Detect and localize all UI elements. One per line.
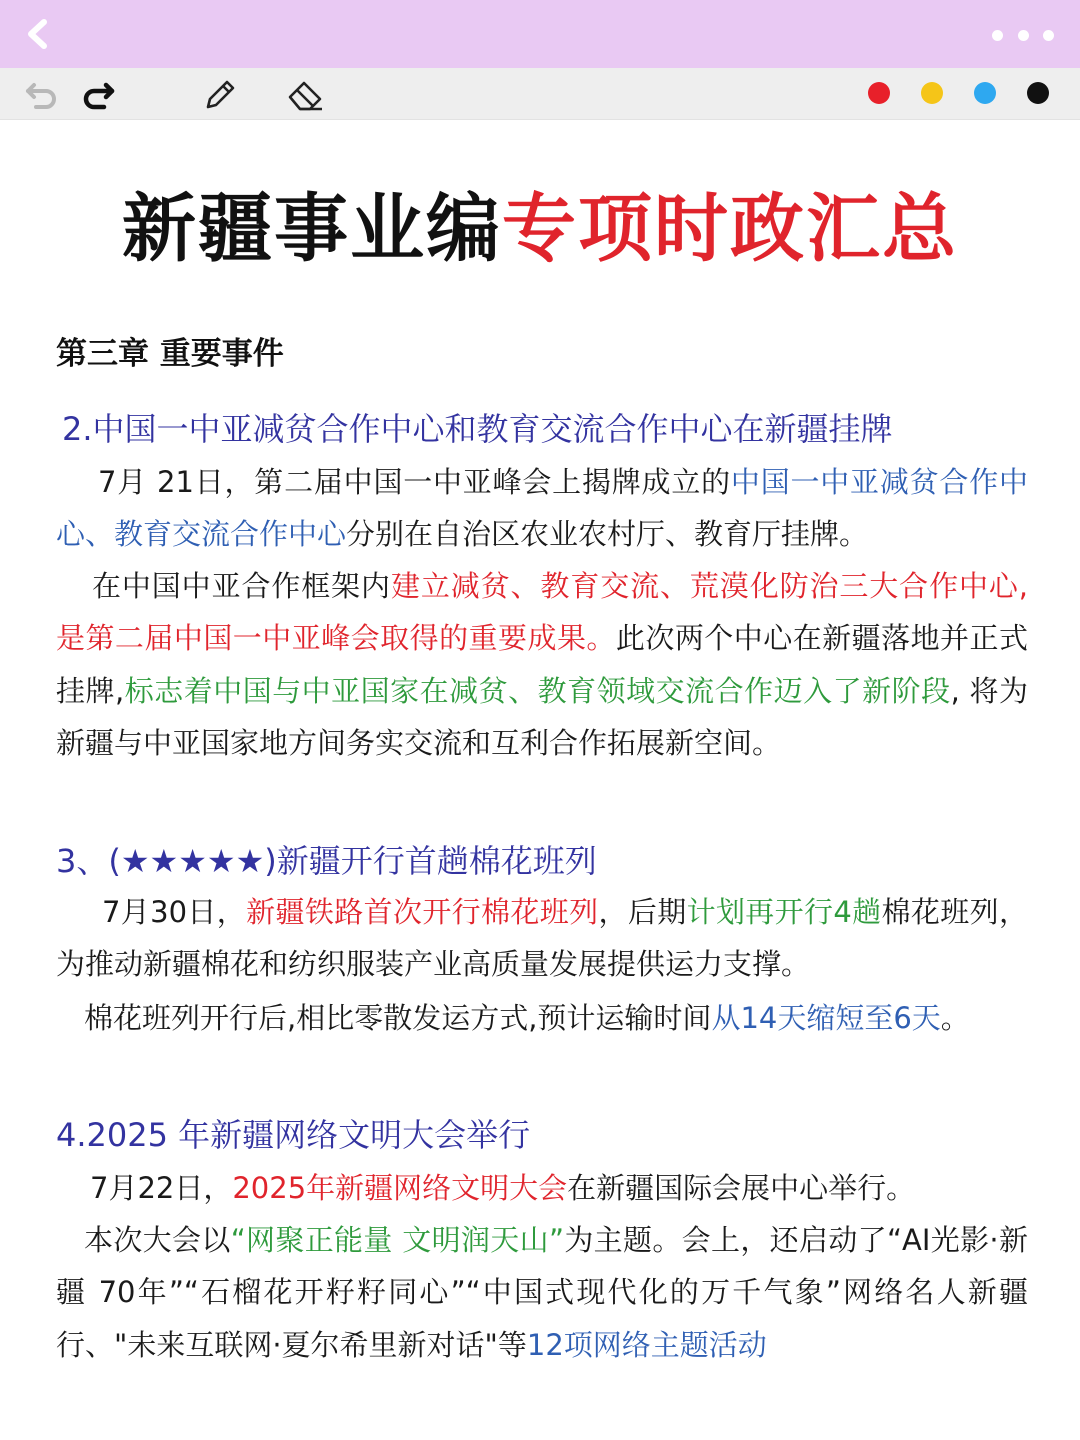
highlight-span: 12项网络主题活动 bbox=[526, 1327, 767, 1362]
back-icon[interactable] bbox=[18, 14, 58, 54]
redo-icon[interactable] bbox=[80, 75, 118, 113]
text-span: 本次大会以 bbox=[84, 1223, 231, 1257]
text-span: 分别在自治区农业农村厅、教育厅挂牌。 bbox=[346, 517, 869, 552]
highlight-span: 标志着中国与中亚国家在减贫、教育领域交流合作迈入了新阶段 bbox=[124, 673, 951, 708]
color-swatch-black[interactable] bbox=[1027, 82, 1049, 104]
text-span: 7月22日， bbox=[90, 1171, 233, 1205]
section-heading: 2.中国一中亚减贫合作中心和教育交流合作中心在新疆挂牌 bbox=[62, 410, 893, 448]
drawing-toolbar bbox=[0, 68, 1080, 120]
highlight-span: 新疆铁路首次开行棉花班列 bbox=[246, 895, 599, 929]
highlight-span: 2025年新疆网络文明大会 bbox=[232, 1171, 568, 1205]
highlight-span: “网聚正能量 文明润天山” bbox=[230, 1223, 564, 1257]
highlight-span: 从14天缩短至6天 bbox=[711, 1001, 941, 1035]
highlight-span: 建立减贫、教育交流、荒漠化防治三大合作中心,是第二届中国一中亚峰会取得的重要成果。 bbox=[56, 569, 1028, 656]
undo-icon[interactable] bbox=[22, 75, 60, 113]
color-swatch-blue[interactable] bbox=[974, 82, 996, 104]
text-span: 在中国中亚合作框架内 bbox=[92, 569, 391, 603]
top-bar bbox=[0, 0, 1080, 68]
highlight-span: 计划再开行4趟 bbox=[686, 895, 882, 929]
text-span: 此次两个中心在新疆落地并正式挂牌, bbox=[56, 621, 1028, 708]
text-span: 为主题。会上，还启动了“AI光影·新疆 70年”“石榴花开籽籽同心”“中国式现代化的万千气象”网络名人新疆行、"未来互联网·夏尔希里新对话"等 bbox=[56, 1223, 1028, 1362]
text-span: 7月30日， bbox=[102, 895, 247, 929]
eraser-icon[interactable] bbox=[286, 75, 324, 113]
color-swatch-red[interactable] bbox=[868, 82, 890, 104]
text-span: ，后期 bbox=[598, 895, 687, 929]
section-heading: 3、(★★★★★)新疆开行首趟棉花班列 bbox=[56, 842, 597, 880]
title-black-part: 新疆事业编 bbox=[122, 186, 502, 272]
color-swatch-yellow[interactable] bbox=[921, 82, 943, 104]
section-paragraph bbox=[56, 1214, 1028, 1371]
pencil-icon[interactable] bbox=[200, 75, 238, 113]
text-span: 7月 21日，第二届中国一中亚峰会上揭牌成立的 bbox=[98, 465, 731, 499]
highlight-span: 中国一中亚减贫合作中心、教育交流合作中心 bbox=[56, 465, 1028, 552]
page-title bbox=[0, 170, 1080, 276]
section-paragraph bbox=[56, 886, 1028, 991]
title-red-part: 专项时政汇总 bbox=[502, 186, 958, 272]
text-span: 。 bbox=[940, 1001, 970, 1035]
text-span: 棉花班列，为推动新疆棉花和纺织服装产业高质量发展提供运力支撑。 bbox=[56, 895, 1028, 982]
text-span: 棉花班列开行后,相比零散发运方式,预计运输时间 bbox=[84, 1001, 712, 1035]
more-icon[interactable] bbox=[992, 26, 1054, 44]
text-span: , 将为新疆与中亚国家地方间务实交流和互利合作拓展新空间。 bbox=[56, 673, 1029, 761]
section-paragraph bbox=[56, 456, 1028, 561]
section-paragraph bbox=[56, 992, 1028, 1044]
section-paragraph bbox=[56, 1162, 1028, 1214]
text-span: 在新疆国际会展中心举行。 bbox=[567, 1171, 916, 1205]
chapter-heading: 第三章 重要事件 bbox=[56, 336, 284, 372]
section-heading: 4.2025 年新疆网络文明大会举行 bbox=[56, 1116, 531, 1154]
section-paragraph bbox=[56, 560, 1028, 770]
